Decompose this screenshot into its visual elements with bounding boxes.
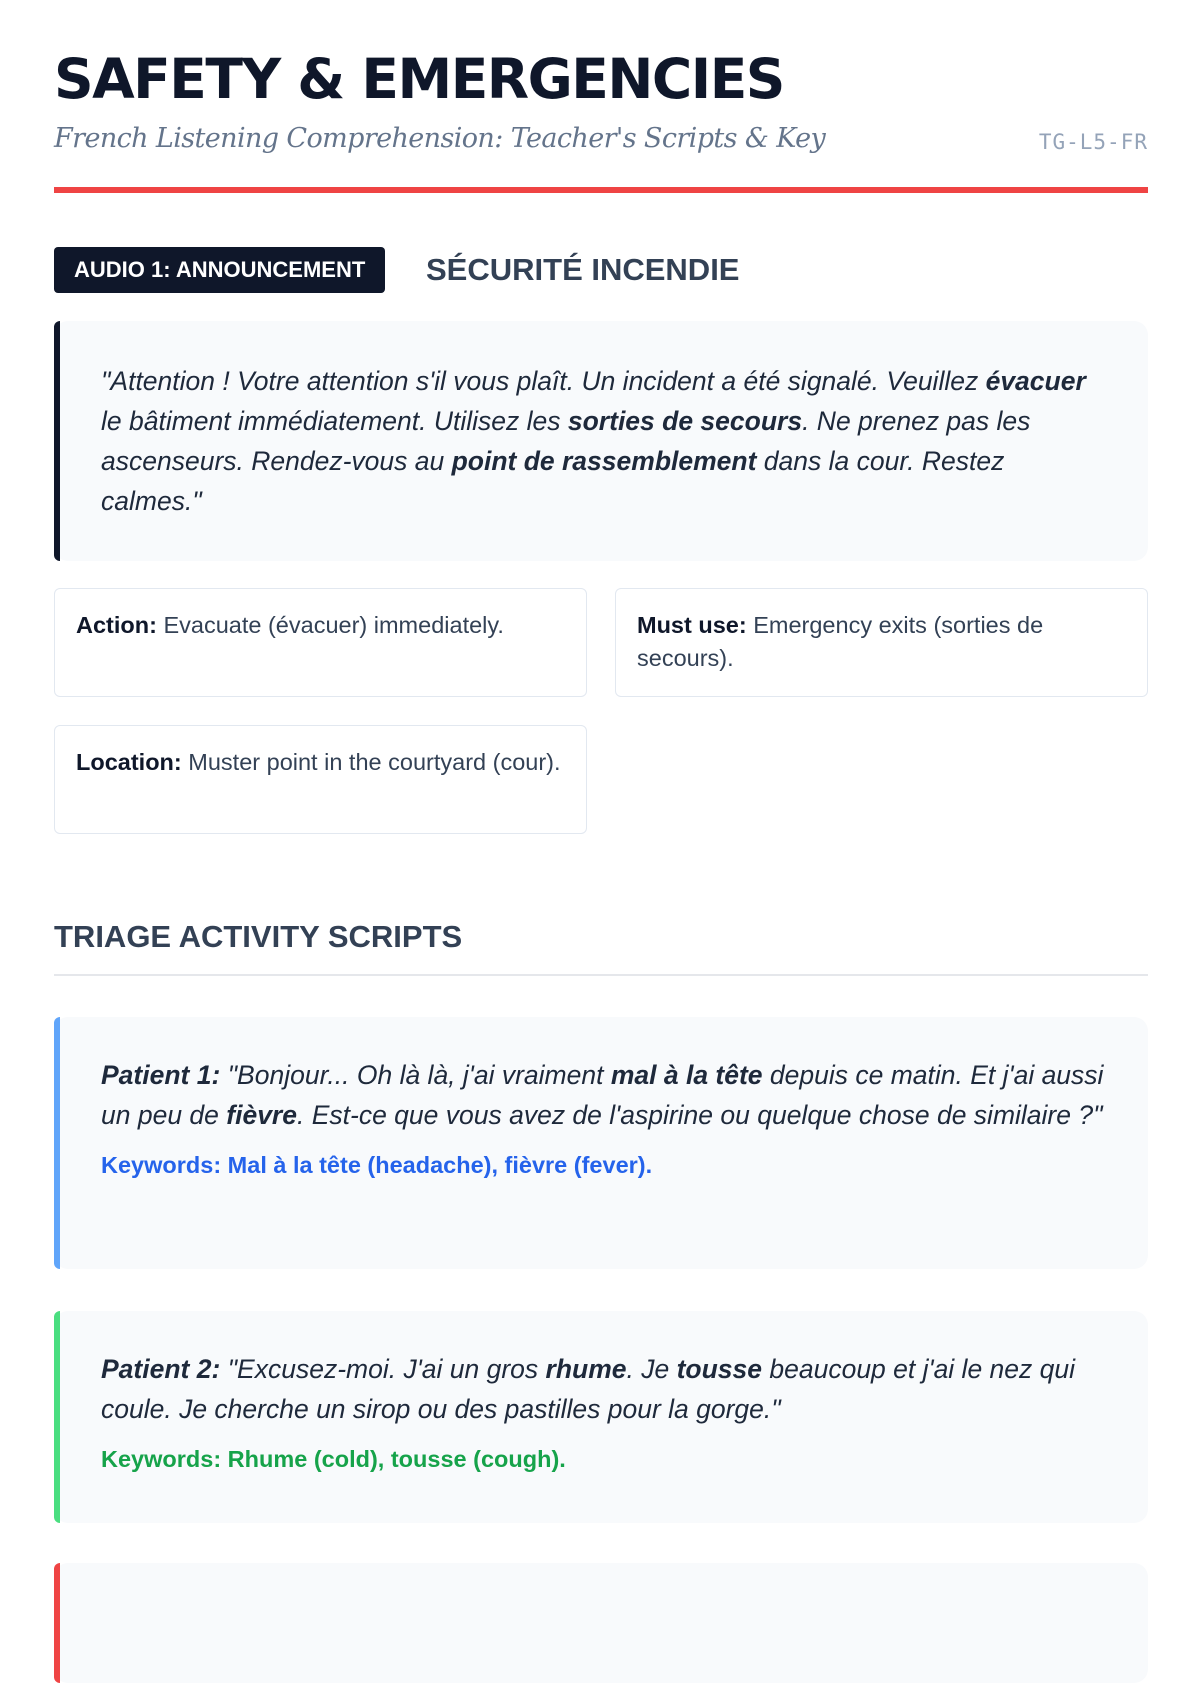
script-keyword: tousse	[676, 1354, 763, 1384]
card-text: Muster point in the courtyard (cour).	[181, 749, 561, 775]
header-divider	[54, 187, 1148, 193]
script-text: . Est-ce que vous avez de l'aspirine ou quelque chose de similaire ?"	[296, 1100, 1103, 1130]
script-keyword: rhume	[545, 1354, 627, 1384]
answer-card-action	[54, 588, 587, 697]
script-keyword: fièvre	[226, 1100, 297, 1130]
patient-3-script	[54, 1563, 1148, 1683]
script-text: dans la cour. Restez calmes."	[101, 446, 1005, 516]
script-keyword: évacuer	[985, 366, 1086, 396]
script-accent-bar	[54, 1017, 60, 1269]
answer-card-location	[54, 725, 587, 834]
script-keyword: sorties de secours	[567, 406, 803, 436]
page-title: SAFETY & EMERGENCIES	[54, 47, 784, 111]
patient-2-keywords: Keywords: Rhume (cold), tousse (cough).	[101, 1446, 566, 1472]
patient-label: Patient 1:	[101, 1060, 221, 1090]
script-text: "Bonjour... Oh là là, j'ai vraiment	[220, 1060, 611, 1090]
card-label: Must use:	[637, 612, 747, 638]
script-text: . Je	[626, 1354, 677, 1384]
audio-section-title: SÉCURITÉ INCENDIE	[426, 252, 740, 287]
audio-section-badge: AUDIO 1: ANNOUNCEMENT	[54, 247, 385, 293]
script-keyword: point de rassemblement	[451, 446, 757, 476]
card-text: Evacuate (évacuer) immediately.	[156, 612, 504, 638]
patient-1-keywords: Keywords: Mal à la tête (headache), fièvre (fever).	[101, 1152, 653, 1178]
card-label: Location:	[76, 749, 182, 775]
script-accent-bar	[54, 1563, 60, 1683]
document-code: TG-L5-FR	[1038, 130, 1148, 154]
card-text: Emergency exits (sorties de secours).	[637, 612, 1044, 671]
script-text: "Excusez-moi. J'ai un gros	[220, 1354, 546, 1384]
script-text: depuis ce matin. Et j'ai aussi un peu de	[101, 1060, 1104, 1130]
card-label: Action:	[76, 612, 157, 638]
answer-card-exits	[615, 588, 1148, 697]
script-text: . Ne prenez pas les ascenseurs. Rendez-vous au	[101, 406, 1031, 476]
section-divider	[54, 974, 1148, 976]
patient-1-script	[54, 1017, 1148, 1269]
announcement-script	[54, 321, 1148, 561]
script-accent-bar	[54, 1311, 60, 1523]
script-accent-bar	[54, 321, 60, 561]
patient-label: Patient 2:	[101, 1354, 221, 1384]
script-text: "Attention ! Votre attention s'il vous plaît. Un incident a été signalé. Veuillez	[101, 366, 986, 396]
script-text: beaucoup et j'ai le nez qui coule. Je cherche un sirop ou des pastilles pour la gorge."	[101, 1354, 1075, 1424]
script-text: le bâtiment immédiatement. Utilisez les	[101, 406, 568, 436]
page-subtitle: French Listening Comprehension: Teacher's Scripts & Key	[54, 123, 826, 154]
triage-heading: TRIAGE ACTIVITY SCRIPTS	[54, 919, 463, 954]
patient-2-script	[54, 1311, 1148, 1523]
script-keyword: mal à la tête	[610, 1060, 763, 1090]
